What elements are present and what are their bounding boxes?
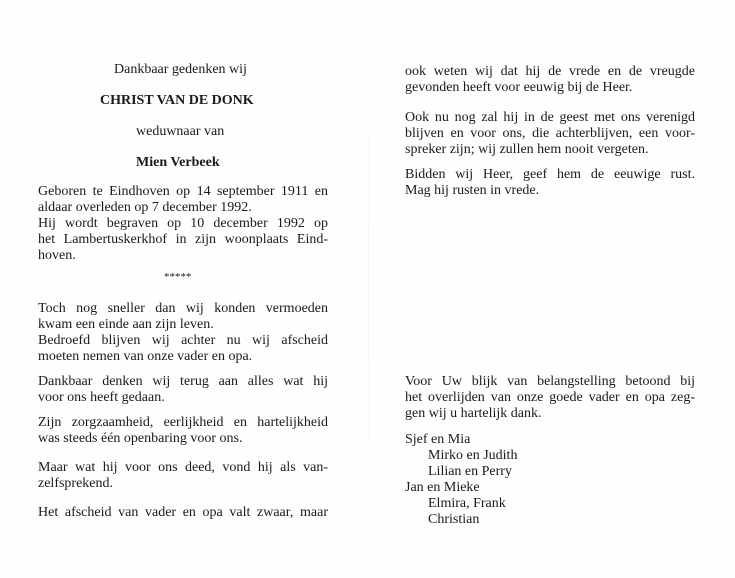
bio-line: Hij wordt begraven op 10 december 1992 op (38, 216, 328, 231)
paragraph-line: Toch nog sneller dan wij konden vermoeden (38, 301, 328, 316)
paragraph-line: Maar wat hij voor ons deed, vond hij als van- (38, 460, 328, 475)
bio-line: hoven. (38, 248, 76, 263)
paragraph-line: voor ons heeft gedaan. (38, 390, 165, 405)
paragraph-line: gevonden heeft voor eeuwig bij de Heer. (405, 80, 633, 95)
paragraph-line: ook weten wij dat hij de vrede en de vreugde (405, 64, 695, 79)
separator-stars: ***** (164, 271, 192, 283)
bio-line: Geboren te Eindhoven op 14 september 1911 en (38, 184, 328, 199)
paragraph-line: blijven en voor ons, die achterblijven, een voor- (405, 126, 695, 141)
bio-line: het Lambertuskerkhof in zijn woonplaats Eind- (38, 232, 328, 247)
family-name: Sjef en Mia (405, 432, 471, 447)
paragraph-line: Mag hij rusten in vrede. (405, 183, 540, 198)
paragraph-line: Zijn zorgzaamheid, eerlijkheid en hartelijkheid (38, 415, 328, 430)
paragraph-line: was steeds één openbaring voor ons. (38, 431, 243, 446)
thanks-line: gen wij u hartelijk dank. (405, 406, 542, 421)
intro-line: Dankbaar gedenken wij (114, 62, 247, 77)
deceased-name: CHRIST VAN DE DONK (100, 93, 254, 108)
family-name: Elmira, Frank (428, 496, 506, 511)
fold-line (368, 0, 369, 578)
relation-line: weduwnaar van (136, 124, 225, 139)
family-name: Jan en Mieke (405, 480, 480, 495)
paragraph-line: Ook nu nog zal hij in de geest met ons verenigd (405, 110, 695, 125)
bio-line: aldaar overleden op 7 december 1992. (38, 200, 252, 215)
thanks-line: het overlijden van onze goede vader en opa zeg- (405, 390, 695, 405)
paragraph-line: zelfsprekend. (38, 476, 114, 491)
family-name: Mirko en Judith (428, 448, 518, 463)
paragraph-line: Het afscheid van vader en opa valt zwaar, maar (38, 505, 328, 520)
paragraph-line: spreker zijn; wij zullen hem nooit vergeten. (405, 142, 649, 157)
thanks-line: Voor Uw blijk van belangstelling betoond bij (405, 374, 695, 389)
paragraph-line: moeten nemen van onze vader en opa. (38, 349, 253, 364)
paragraph-line: Bidden wij Heer, geef hem de eeuwige rust. (405, 167, 695, 182)
paragraph-line: Dankbaar denken wij terug aan alles wat hij (38, 374, 328, 389)
paragraph-line: kwam een einde aan zijn leven. (38, 317, 214, 332)
family-name: Lilian en Perry (428, 464, 512, 479)
family-name: Christian (428, 512, 480, 527)
spouse-name: Mien Verbeek (136, 155, 220, 170)
paragraph-line: Bedroefd blijven wij achter nu wij afscheid (38, 333, 328, 348)
